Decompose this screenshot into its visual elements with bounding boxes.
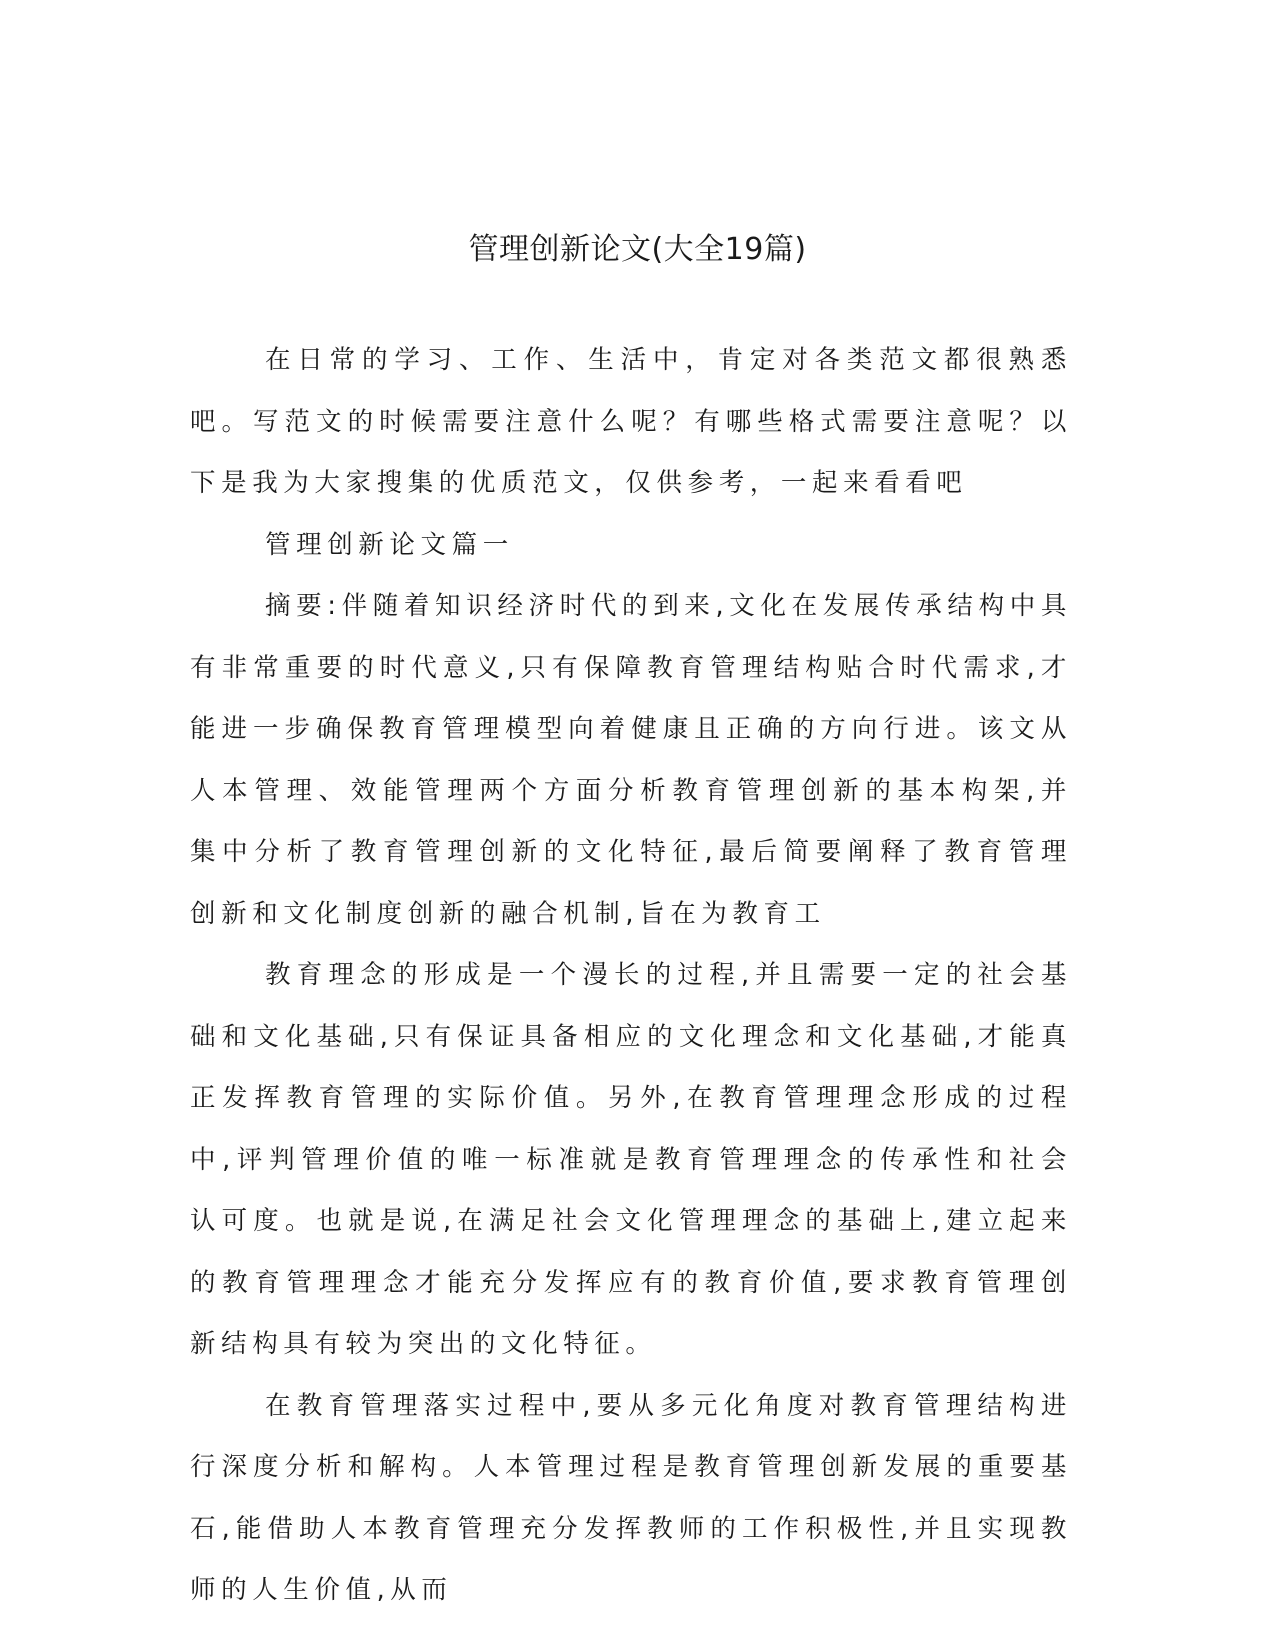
body-paragraph: 在教育管理落实过程中,要从多元化角度对教育管理结构进行深度分析和解构。人本管理过程是教育管理创新发展的重要基石,能借助人本教育管理充分发挥教师的工作积极性,并且实现教师的人生价值,从而 [190, 1390, 1072, 1605]
document-body [190, 330, 1072, 1622]
body-paragraph: 教育理念的形成是一个漫长的过程,并且需要一定的社会基础和文化基础,只有保证具备相应的文化理念和文化基础,才能真正发挥教育管理的实际价值。另外,在教育管理理念形成的过程中,评判管理价值的唯一标准就是教育管理理念的传承性和社会认可度。也就是说,在满足社会文化管理理念的基础上,建立起来的教育管理理念才能充分发挥应有的教育价值,要求教育管理创新结构具有较为突出的文化特征。 [190, 960, 1072, 1359]
abstract-paragraph: 摘要:伴随着知识经济时代的到来,文化在发展传承结构中具有非常重要的时代意义,只有保障教育管理结构贴合时代需求,才能进一步确保教育管理模型向着健康且正确的方向行进。该文从人本管理、效能管理两个方面分析教育管理创新的基本构架,并集中分析了教育管理创新的文化特征,最后简要阐释了教育管理创新和文化制度创新的融合机制,旨在为教育工 [190, 591, 1072, 929]
document-title: 管理创新论文(大全19篇) [468, 232, 807, 268]
intro-paragraph: 在日常的学习、工作、生活中，肯定对各类范文都很熟悉吧。写范文的时候需要注意什么呢？有哪些格式需要注意呢？以下是我为大家搜集的优质范文，仅供参考，一起来看看吧 [190, 345, 1072, 498]
section-heading: 管理创新论文篇一 [265, 529, 514, 560]
